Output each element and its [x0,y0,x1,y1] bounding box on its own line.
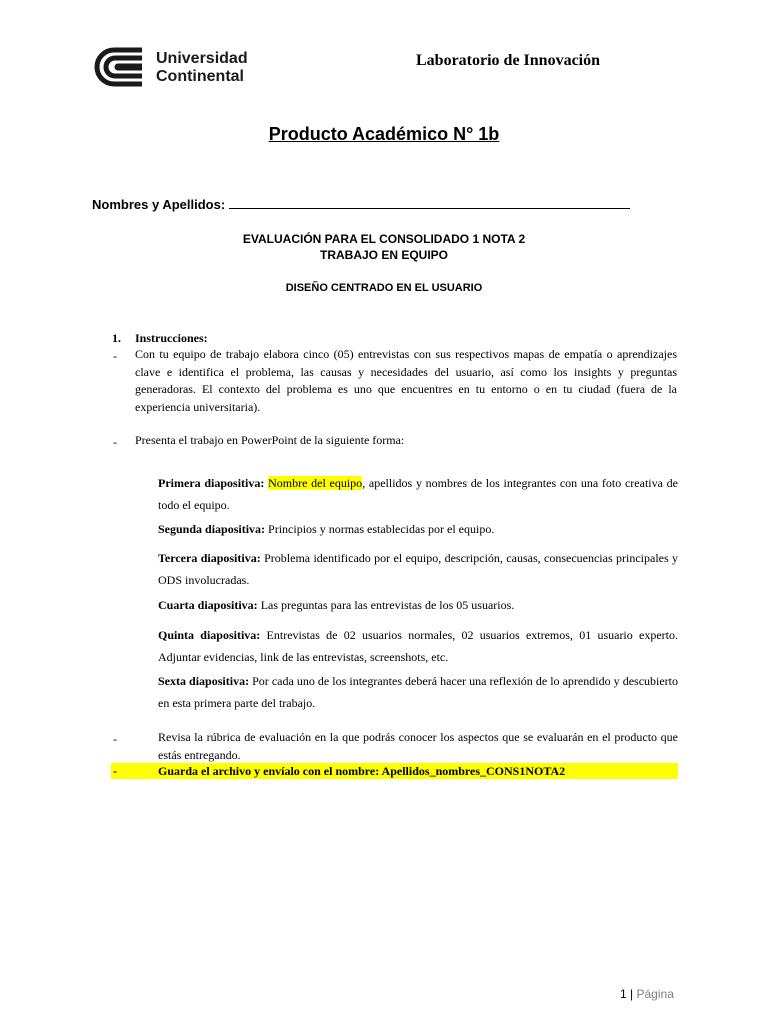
highlighted-text: Nombre del equipo [268,476,363,490]
slide-label: Primera diapositiva: [158,476,265,490]
logo-line-2: Continental [156,68,244,85]
logo-mark-icon [90,44,150,90]
slide-text: Las preguntas para las entrevistas de los 05 usuarios. [260,598,515,612]
section-title: Instrucciones: [135,331,208,345]
dash-marker: - [113,764,117,778]
course-subtitle: DISEÑO CENTRADO EN EL USUARIO [285,282,483,294]
list-item [158,670,678,714]
dash-marker: - [113,435,117,449]
page-number: 1 [620,987,627,1001]
list-item [158,547,678,591]
slide-text: , apellidos y nombres de los integrantes con una foto creativa de todo el equipo. [158,476,678,512]
dash-marker: - [113,732,117,746]
header-lab-title: Laboratorio de Innovación [416,52,601,69]
slide-label: Sexta diapositiva: [158,674,250,688]
list-item [158,624,678,668]
instruction-paragraph: Presenta el trabajo en PowerPoint de la siguiente forma: [135,433,405,447]
filename-instruction: Guarda el archivo y envíalo con el nombre: Apellidos_nombres_CONS1NOTA2 [158,764,566,778]
logo-line-1: Universidad [156,50,248,67]
slide-label: Tercera diapositiva: [158,551,261,565]
list-item [158,518,678,540]
slide-text: Por cada uno de los integrantes deberá hacer una reflexión de lo aprendido y descubierto en esta primera parte del trabajo. [158,674,679,710]
slide-text: Entrevistas de 02 usuarios normales, 02 usuarios extremos, 01 usuario experto. Adjuntar evidencias, link de las entrevistas, screenshots, etc. [158,628,679,664]
names-blank-line [229,196,630,209]
document-title: Producto Académico N° 1b [268,124,500,144]
instruction-paragraph: Con tu equipo de trabajo elabora cinco (05) entrevistas con sus respectivos mapas de empatía o aprendizajes clave e identifica el problema, las causas y necesidades del usuario, así como los insights y preguntas generadoras. El contexto del problema es uno que encuentres en tu entorno o en tu ciudad (fuera de la experiencia universitaria). [135,347,677,414]
section-number: 1. [112,331,121,345]
names-field [92,196,630,212]
slide-label: Cuarta diapositiva: [158,598,258,612]
university-logo [90,44,250,90]
page-label: Página [636,987,674,1001]
rubric-paragraph: Revisa la rúbrica de evaluación en la que podrás conocer los aspectos que se evaluarán en el producto que estás entregando. [158,730,678,762]
teamwork-heading: TRABAJO EN EQUIPO [319,248,448,262]
slide-text: Problema identificado por el equipo, descripción, causas, consecuencias principales y ODS involucradas. [158,551,679,587]
evaluation-heading: EVALUACIÓN PARA EL CONSOLIDADO 1 NOTA 2 [242,232,526,246]
list-item [158,594,678,616]
slide-label: Segunda diapositiva: [158,522,266,536]
slide-text: Principios y normas establecidas por el equipo. [268,522,495,536]
names-label: Nombres y Apellidos: [92,197,226,212]
slide-label: Quinta diapositiva: [158,628,261,642]
dash-marker: - [113,349,117,363]
footer-separator: | [630,987,634,1001]
page-footer [620,987,674,1001]
list-item [158,472,678,516]
